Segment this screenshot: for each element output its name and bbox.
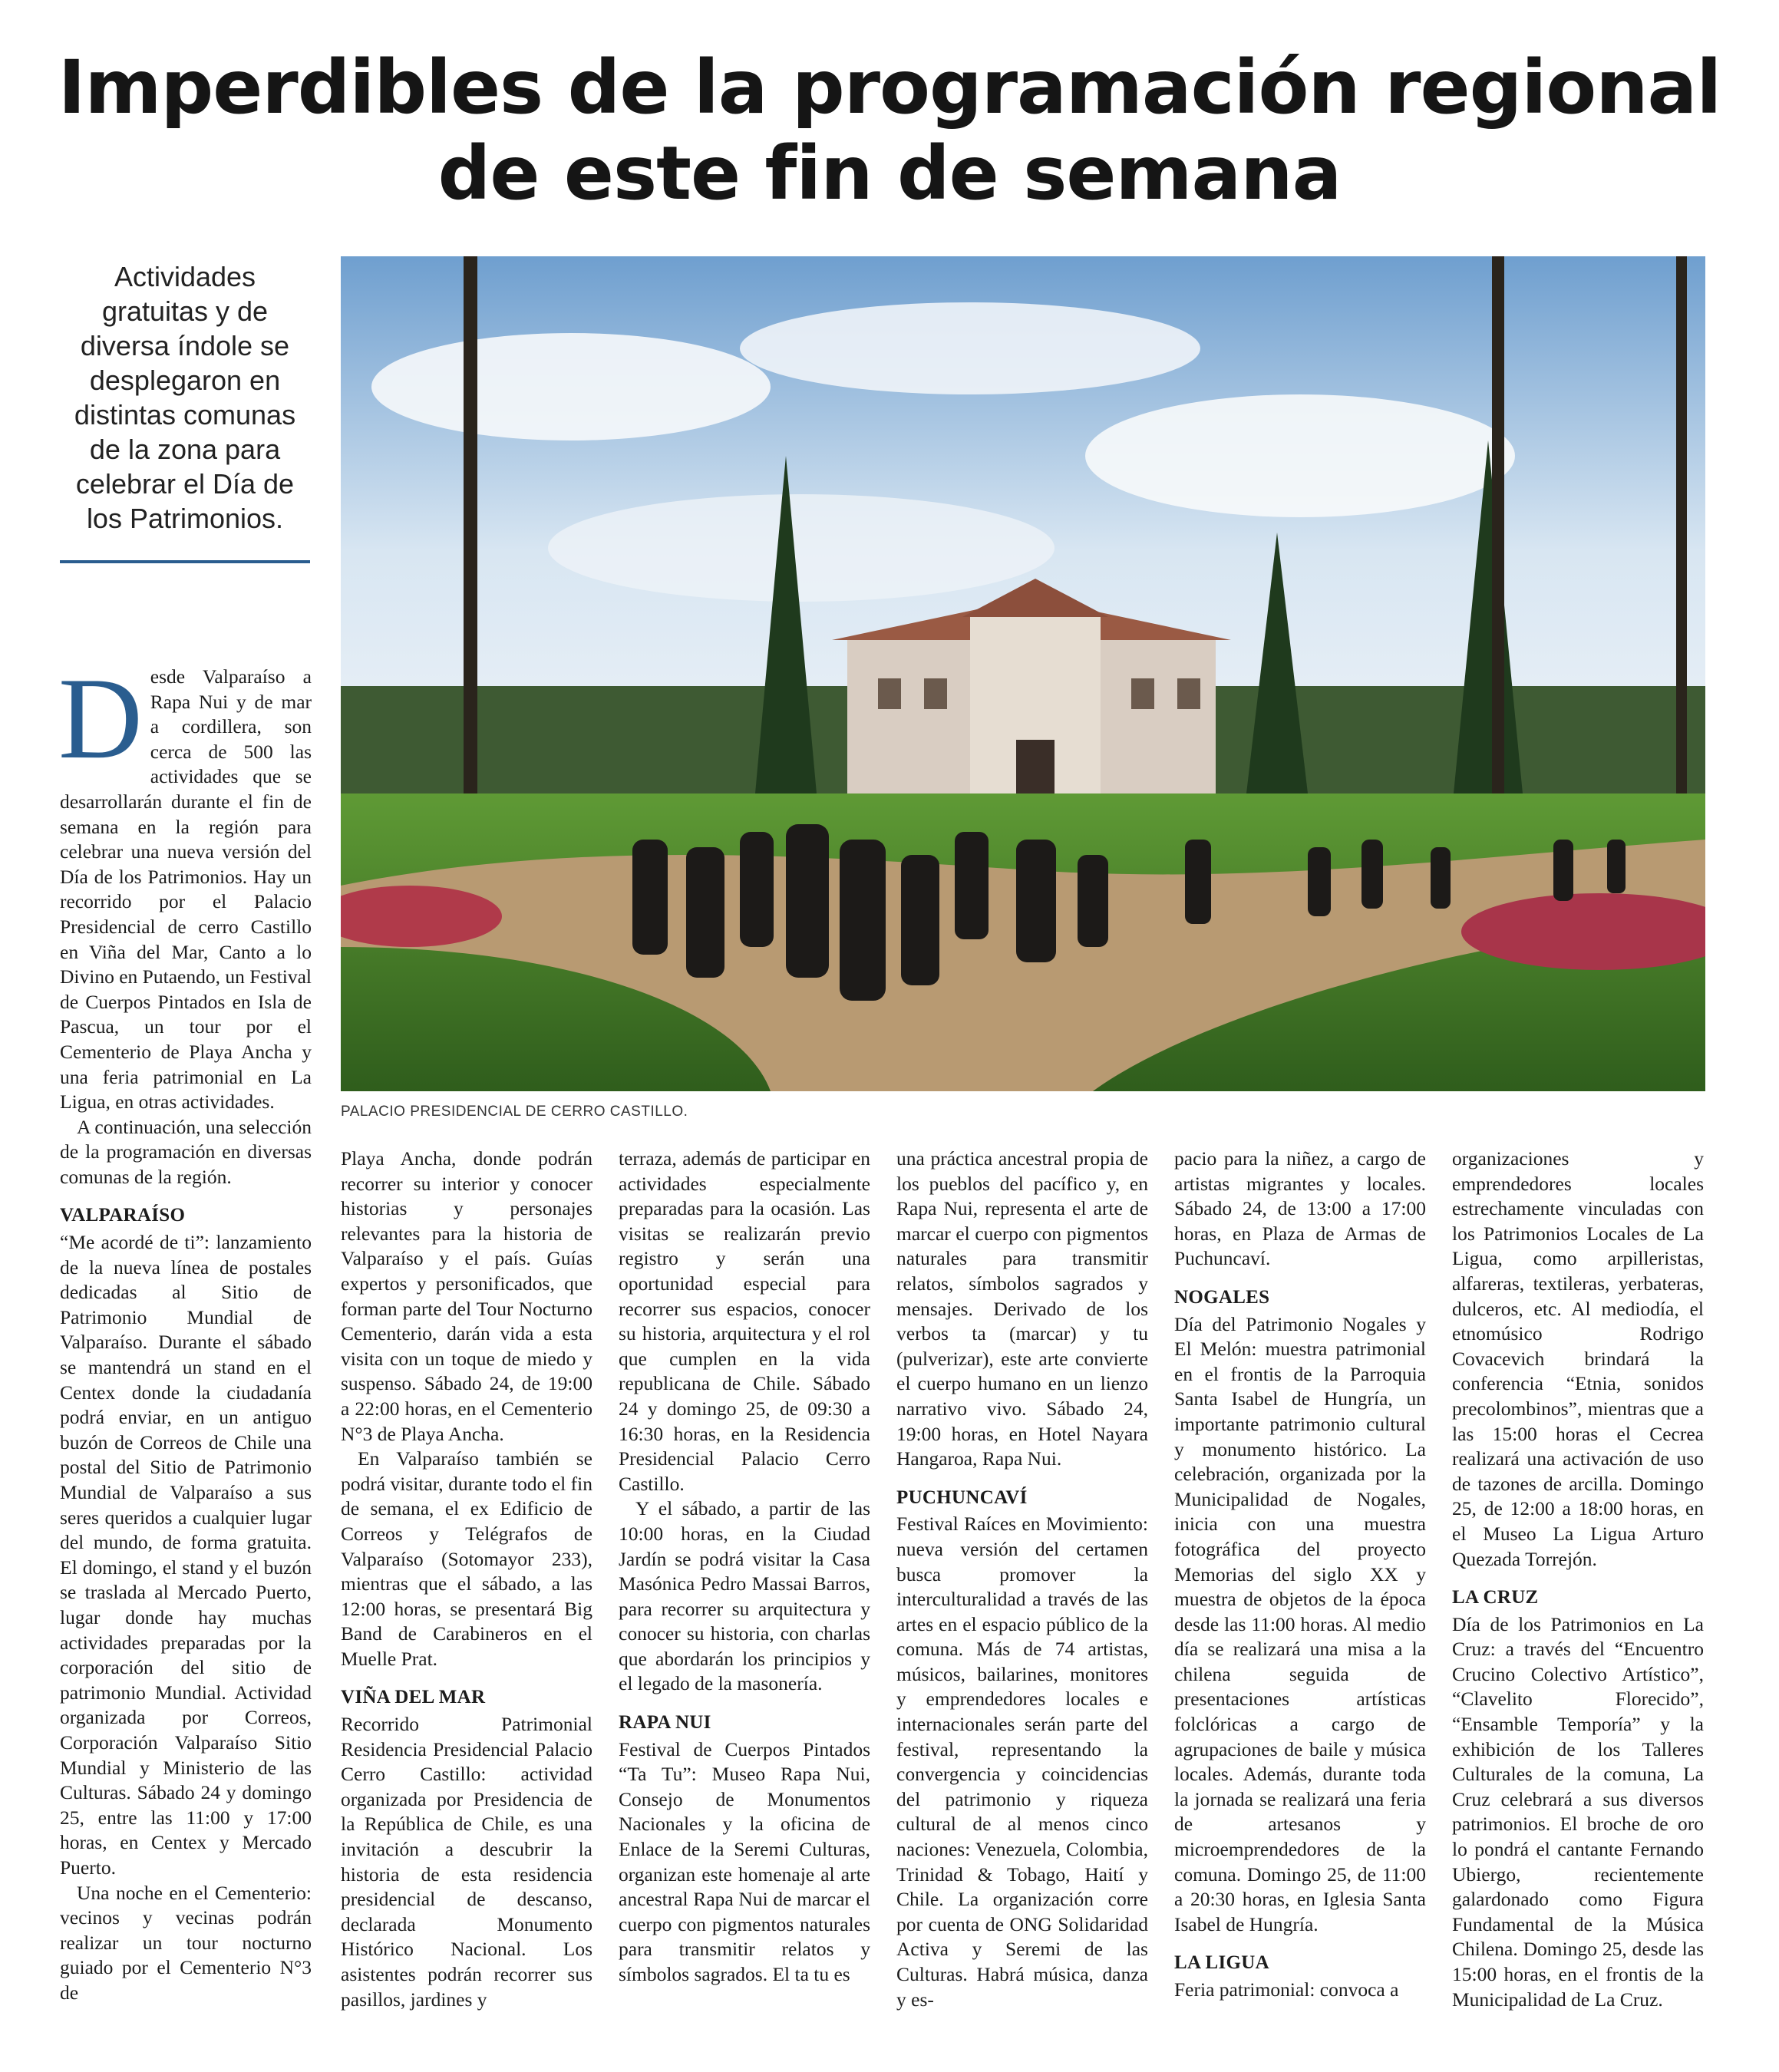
paragraph: En Valparaíso también se podrá visitar, durante todo el fin de semana, el ex Edificio de Correos y Telégrafos de Valparaíso (Sotomayor 233), mientras que el sábado, a las 12:00 horas, se presentará Big Band de Carabineros en el Muelle Prat.: [341, 1447, 592, 1670]
paragraph: Día de los Patrimonios en La Cruz: a través del “Encuentro Crucino Colectivo Artístico”, “Clavelito Florecido”, “Ensamble Temporía” y la exhibición de los Talleres Culturales de la comuna, La Cruz celebrará a sus diversos patrimonios. El broche de oro lo pondrá el cantante Fernando Ubiergo, recientemente galardonado como Figura Fundamental de la Música Chilena. Domingo 25, desde las 15:00 horas, en el frontis de la Municipalidad de La Cruz.: [1452, 1612, 1704, 2011]
article-column-5: [1174, 1147, 1426, 2003]
headline-line-1: Imperdibles de la programación regional: [58, 45, 1721, 130]
paragraph: una práctica ancestral propia de los pueblos del pacífico y, en Rapa Nui, representa el arte de marcar el cuerpo con pigmentos naturales para transmitir relatos, símbolos sagrados y mensajes. Derivado de los verbos ta (marcar) y tu (pulverizar), este arte convierte el cuerpo humano en un lienzo narrativo vivo. Sábado 24, 19:00 horas, en Hotel Nayara Hangaroa, Rapa Nui.: [896, 1147, 1148, 1470]
photo-caption: PALACIO PRESIDENCIAL DE CERRO CASTILLO.: [341, 1104, 688, 1120]
paragraph: Y el sábado, a partir de las 10:00 horas, en la Ciudad Jardín se podrá visitar la Casa Masónica Pedro Massai Barros, para recorrer su arquitectura y conocer su historia, con charlas que abordarán los principios y el legado de la masonería.: [619, 1497, 870, 1695]
paragraph: Día del Patrimonio Nogales y El Melón: muestra patrimonial en el frontis de la Parroquia Santa Isabel de Hungría, un importante patrimonio cultural y monumento histórico. La celebración, organizada por la Municipalidad de Nogales, inicia con una muestra fotográfica del proyecto Memorias del siglo XX y muestra de objetos de la época desde las 11:00 horas. Al medio día se realizará una misa a la chilena seguida de presentaciones artísticas folclóricas a cargo de agrupaciones de baile y música locales. Además, durante toda la jornada se realizará una feria de artesanos y microemprendedores de la comuna. Domingo 25, de 11:00 a 20:30 horas, en Iglesia Santa Isabel de Hungría.: [1174, 1312, 1426, 1935]
headline: [0, 45, 1779, 216]
paragraph: Una noche en el Cementerio: vecinos y vecinas podrán realizar un tour nocturno guiado por el Cementerio N°3 de: [60, 1881, 312, 2004]
lede-divider: [60, 560, 310, 563]
paragraph: Festival Raíces en Movimiento: nueva versión del certamen busca promover la interculturalidad a través de las artes en el espacio público de la comuna. Más de 74 artistas, músicos, bailarines, monitores y emprendedores locales e internacionales serán parte del festival, representando la convergencia y coincidencias del patrimonio y riqueza cultural de al menos cinco naciones: Venezuela, Colombia, Trinidad & Tobago, Haití y Chile. La organización corre por cuenta de ONG Solidaridad Activa y Seremi de las Culturas. Habrá música, danza y es-: [896, 1513, 1148, 2011]
section-heading-la-cruz: LA CRUZ: [1452, 1587, 1539, 1608]
paragraph: pacio para la niñez, a cargo de artistas migrantes y locales. Sábado 24, de 13:00 a 17:00 horas, en Plaza de Armas de Puchuncaví.: [1174, 1147, 1426, 1270]
article-column-3: [619, 1147, 870, 1988]
article-column-6: [1452, 1147, 1704, 2012]
photo-palacio: [341, 256, 1705, 1091]
article-column-2: [341, 1147, 592, 2012]
photo-cloud: [1085, 394, 1515, 517]
headline-line-2: de este fin de semana: [437, 130, 1342, 216]
article-intro-2: A continuación, una selección de la programación en diversas comunas de la región.: [60, 1115, 312, 1188]
article-intro-text: esde Valparaíso a Rapa Nui y de mar a cordillera, son cerca de 500 las actividades que se desarrollarán durante el fin de semana en la región para celebrar una nueva versión del Día de los Patrimonios. Hay un recorrido por el Palacio Presidencial de cerro Castillo en Viña del Mar, Canto a lo Divino en Putaendo, un Festival de Cuerpos Pintados en Isla de Pascua, un tour por el Cementerio de Playa Ancha y una feria patrimonial en La Ligua, en otras actividades.: [60, 665, 312, 1114]
photo-illustration: [341, 256, 1705, 1091]
photo-cloud: [371, 333, 771, 440]
section-heading-nogales: NOGALES: [1174, 1286, 1270, 1308]
paragraph: “Me acordé de ti”: lanzamiento de la nueva línea de postales dedicadas al Sitio de Patrimonio Mundial de Valparaíso. Durante el sábado se mantendrá un stand en el Centex donde la ciudadanía podrá enviar, en un antiguo buzón de Correos de Chile una postal del Sitio de Patrimonio Mundial de Valparaíso a sus seres queridos a cualquier lugar del mundo, de forma gratuita. El domingo, el stand y el buzón se traslada al Mercado Puerto, lugar donde hay muchas actividades preparadas por la corporación del sitio de patrimonio Mundial. Actividad organizada por Correos, Corporación Valparaíso Sitio Mundial y Ministerio de las Culturas. Sábado 24 y domingo 25, entre las 11:00 y 17:00 horas, en Centex y Mercado Puerto.: [60, 1231, 312, 1879]
paragraph: Festival de Cuerpos Pintados “Ta Tu”: Museo Rapa Nui, Consejo de Monumentos Nacionales y la oficina de Enlace de la Seremi Culturas, organizan este homenaje al arte ancestral Rapa Nui de marcar el cuerpo con pigmentos naturales para transmitir relatos y símbolos sagrados. El ta tu es: [619, 1737, 870, 1985]
paragraph: Recorrido Patrimonial Residencia Presidencial Palacio Cerro Castillo: actividad organizada por Presidencia de la República de Chile, es una invitación a descubrir la historia de esta residencia presidencial de descanso, declarada Monumento Histórico Nacional. Los asistentes podrán recorrer sus pasillos, jardines y: [341, 1713, 592, 2011]
article-column-1: [58, 654, 312, 2004]
dropcap: D: [58, 654, 143, 783]
section-heading-valparaiso: VALPARAÍSO: [60, 1205, 186, 1226]
article-column-4: [896, 1147, 1148, 2012]
lede: Actividades gratuitas y de diversa índole se desplegaron en distintas comunas de la zona para celebrar el Día de los Patrimonios.: [74, 261, 296, 534]
photo-cloud: [740, 302, 1200, 394]
article-intro: [58, 654, 312, 1115]
photo-cloud: [548, 494, 1055, 602]
section-heading-puchuncavi: PUCHUNCAVÍ: [896, 1486, 1028, 1508]
section-heading-vina-del-mar: VIÑA DEL MAR: [341, 1687, 486, 1708]
section-heading-rapa-nui: RAPA NUI: [619, 1712, 711, 1734]
section-heading-la-ligua: LA LIGUA: [1174, 1952, 1269, 1974]
paragraph: Feria patrimonial: convoca a: [1174, 1978, 1399, 2001]
paragraph: organizaciones y emprendedores locales estrechamente vinculadas con los Patrimonios Locales de La Ligua, como arpilleristas, alfareras, textileras, yerbateras, dulceros, etc. Al mediodía, el etnomúsico Rodrigo Covacevich brindará la conferencia “Etnia, sonidos precolombinos”, mientras que a las 15:00 horas el Cecrea realizará una activación de uso de tazones de arcilla. Domingo 25, de 12:00 a 18:00 horas, en el Museo La Ligua Arturo Quezada Torrejón.: [1452, 1147, 1704, 1570]
paragraph: Playa Ancha, donde podrán recorrer su interior y conocer historias y personajes relevantes para la historia de Valparaíso y el país. Guías expertos y personificados, que forman parte del Tour Nocturno Cementerio, darán vida a esta visita con un toque de miedo y suspenso. Sábado 24, de 19:00 a 22:00 horas, en el Cementerio N°3 de Playa Ancha.: [341, 1147, 592, 1445]
paragraph: terraza, además de participar en actividades especialmente preparadas para la ocasión. Las visitas se realizarán previo registro y serán una oportunidad especial para recorrer sus espacios, conocer su historia, arquitectura y el rol que cumplen en la vida republicana de Chile. Sábado 24 y domingo 25, de 09:30 a 16:30 horas, en la Residencia Presidencial Palacio Cerro Castillo.: [619, 1147, 870, 1495]
